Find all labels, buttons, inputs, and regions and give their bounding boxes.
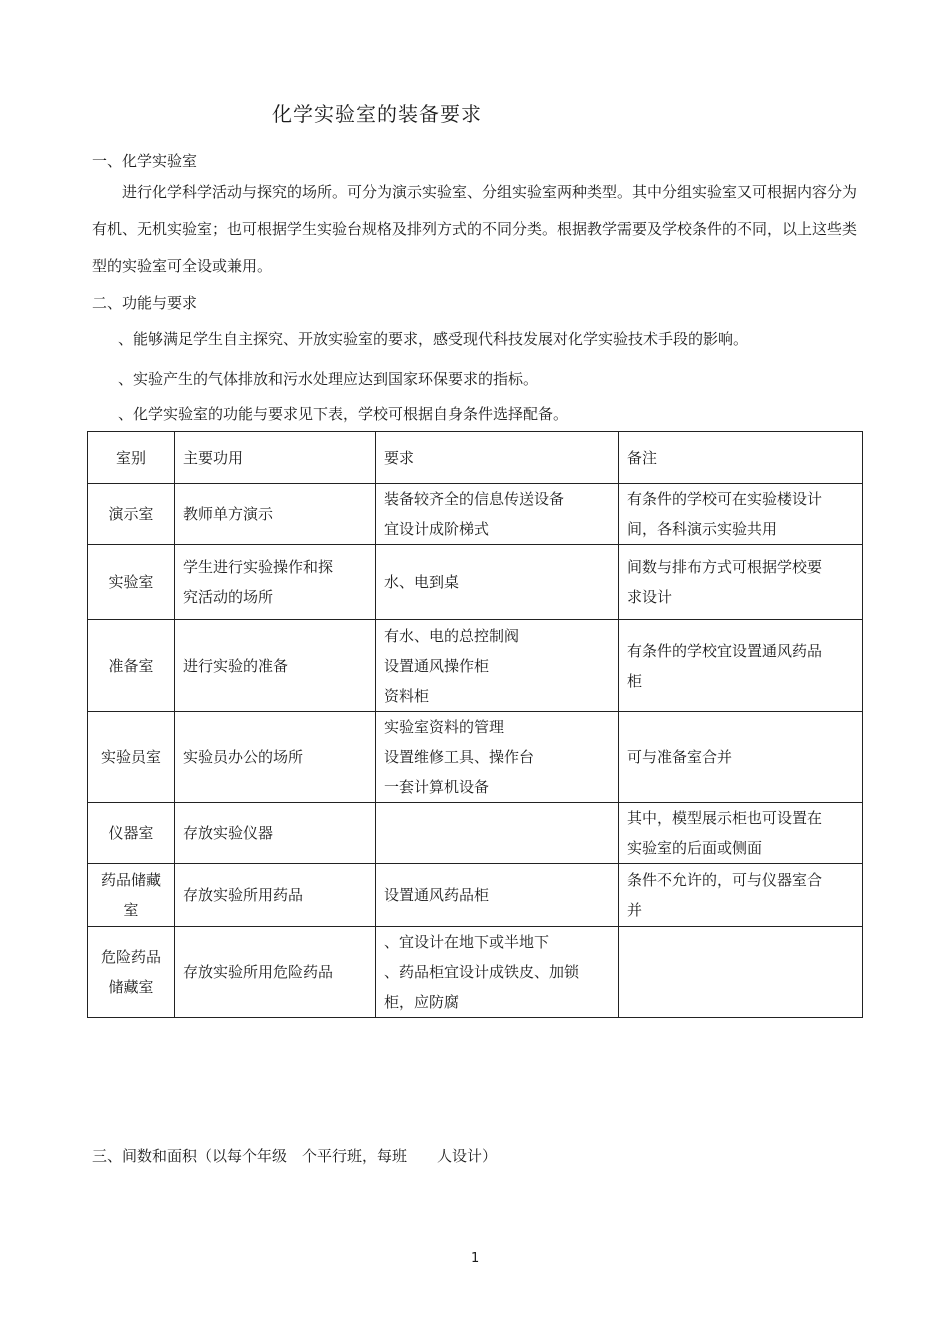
table-row [88,620,863,712]
cell-text-line: 、宜设计在地下或半地下 [384,933,550,951]
cell-text-line: 一套计算机设备 [384,778,490,796]
room-name-cell [88,712,175,803]
cell-text-line: 装备较齐全的信息传送设备 [384,490,565,508]
section-2-item: 、实验产生的气体排放和污水处理应达到国家环保要求的指标。 [118,370,539,388]
section-1-paragraph: 进行化学科学活动与探究的场所。可分为演示实验室、分组实验室两种类型。其中分组实验室又可根据内容分为有机、无机实验室；也可根据学生实验台规格及排列方式的不同分类。根据教学需要及学校条件的不同，以上这些类型的实验室可全设或兼用。 [92,183,858,275]
cell-text-line: 存放实验仪器 [183,824,274,842]
cell-text-line: 设置维修工具、操作台 [384,748,535,766]
function-cell [175,927,376,1018]
cell-text-line: 危险药品 [100,948,161,966]
cell-text-line: 间，各科演示实验共用 [627,520,778,538]
cell-text-line: 实验室 [108,573,154,591]
note-cell [619,545,863,620]
room-name-cell [88,620,175,712]
cell-text-line: 室 [123,901,139,919]
cell-text-line: 宜设计成阶梯式 [384,520,490,538]
section-3-heading: 三、间数和面积（以每个年级 个平行班，每班 人设计） [92,1147,498,1165]
table-header-row [88,432,863,484]
cell-text-line: 实验室资料的管理 [384,718,505,736]
requirement-cell [376,545,619,620]
section-2-item: 、能够满足学生自主探究、开放实验室的要求，感受现代科技发展对化学实验技术手段的影响。 [118,330,749,348]
header-room-type: 室别 [88,432,175,484]
requirement-cell [376,712,619,803]
cell-text-line: 准备室 [108,656,154,675]
table-row [88,712,863,803]
table-row [88,545,863,620]
cell-text-line: 求设计 [627,588,673,606]
cell-text-line: 设置通风操作柜 [384,656,490,675]
requirement-cell [376,620,619,712]
cell-text-line: 其中，模型展示柜也可设置在 [627,809,823,827]
cell-text-line: 并 [627,901,643,919]
cell-text-line: 进行实验的准备 [183,656,289,675]
room-name-cell [88,484,175,545]
table-body [88,484,863,1018]
cell-text-line: 存放实验所用药品 [183,886,304,904]
header-main-function: 主要功用 [175,432,376,484]
cell-text-line: 有水、电的总控制阀 [384,626,520,645]
note-cell [619,620,863,712]
table-row [88,484,863,545]
cell-text-line: 存放实验所用危险药品 [183,963,334,981]
table-row [88,803,863,864]
cell-text-line: 学生进行实验操作和探 [183,558,334,576]
function-cell [175,545,376,620]
cell-text-line: 药品储藏 [100,871,161,889]
section-2-item: 、化学实验室的功能与要求见下表，学校可根据自身条件选择配备。 [118,405,569,423]
cell-text-line: 水、电到桌 [384,573,460,591]
requirement-cell [376,484,619,545]
room-name-cell [88,545,175,620]
cell-text-line: 资料柜 [384,686,430,705]
function-cell [175,803,376,864]
cell-text-line: 有条件的学校可在实验楼设计 [627,490,823,508]
note-cell [619,803,863,864]
requirement-cell [376,864,619,927]
section-1-heading: 一、化学实验室 [92,152,198,170]
cell-text-line: 实验室的后面或侧面 [627,839,763,857]
cell-text-line: 实验员室 [100,748,161,766]
room-name-cell [88,927,175,1018]
note-cell [619,484,863,545]
table-row [88,864,863,927]
cell-text-line: 教师单方演示 [183,505,274,523]
section-2-heading: 二、功能与要求 [92,294,198,312]
cell-text-line: 、药品柜宜设计成铁皮、加锁 [384,963,580,981]
table-row [88,927,863,1018]
document-title: 化学实验室的装备要求 [272,102,482,126]
cell-text-line: 演示室 [108,505,154,523]
page-number: 1 [471,1251,480,1266]
function-cell [175,712,376,803]
note-cell [619,712,863,803]
requirement-cell [376,927,619,1018]
note-cell [619,927,863,1018]
cell-text-line: 间数与排布方式可根据学校要 [627,558,823,576]
requirements-table [87,431,863,1018]
function-cell [175,484,376,545]
cell-text-line: 储藏室 [108,978,154,996]
note-cell [619,864,863,927]
cell-text-line: 柜，应防腐 [384,993,460,1011]
header-note: 备注 [619,432,863,484]
room-name-cell [88,803,175,864]
room-name-cell [88,864,175,927]
cell-text-line: 究活动的场所 [183,588,274,606]
cell-text-line: 条件不允许的，可与仪器室合 [627,871,823,889]
requirement-cell [376,803,619,864]
cell-text-line: 可与准备室合并 [627,748,733,766]
cell-text-line: 仪器室 [108,824,154,842]
cell-text-line: 实验员办公的场所 [183,748,304,766]
cell-text-line: 有条件的学校宜设置通风药品 [627,641,823,660]
function-cell [175,864,376,927]
cell-text-line: 设置通风药品柜 [384,886,490,904]
header-requirement: 要求 [376,432,619,484]
function-cell [175,620,376,712]
cell-text-line: 柜 [627,671,643,690]
